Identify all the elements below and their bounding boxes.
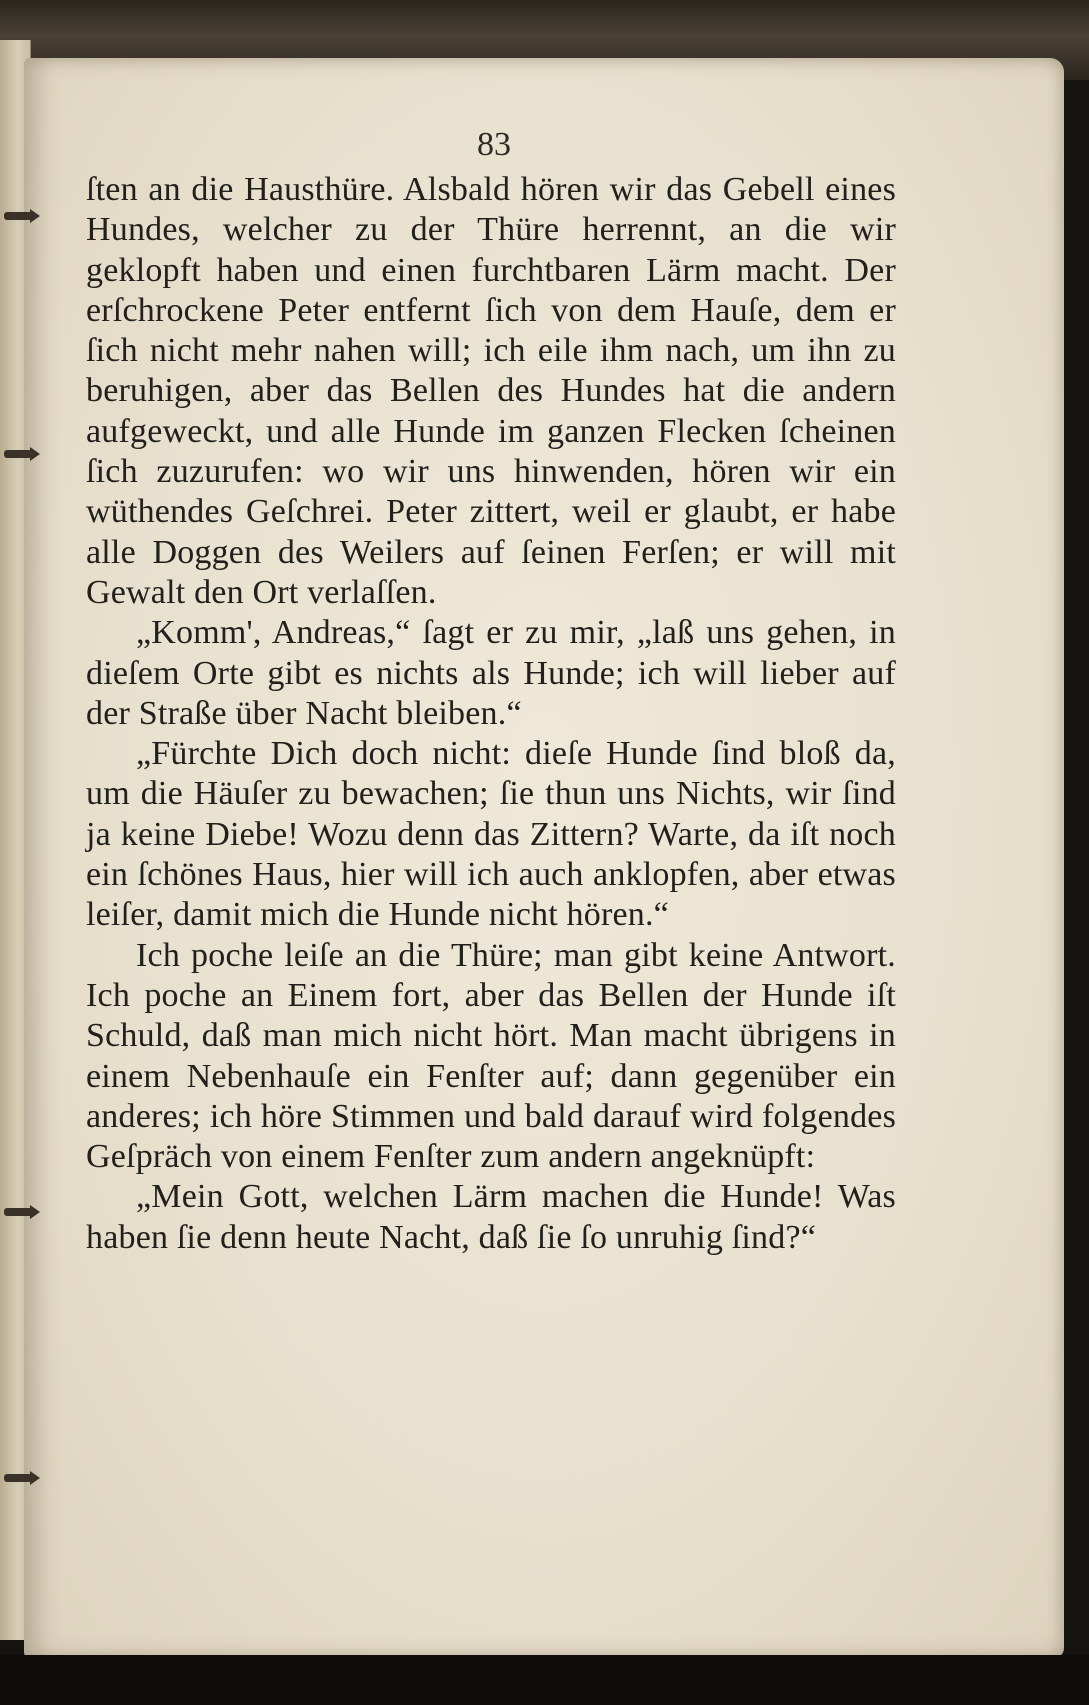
paragraph-4: Ich poche leiſe an die Thüre; man gibt keine Antwort. Ich poche an Einem fort, aber das Bellen der Hunde iſt Schuld, daß man mich nicht hört. Man macht übrigens in einem Nebenhauſe ein Fenſter auf; dann gegenüber ein anderes; ich höre Stimmen und bald darauf wird folgendes Geſpräch von einem Fenſter zum andern angeknüpft:: [86, 936, 896, 1176]
page-text: [86, 170, 896, 1258]
paragraph-5: „Mein Gott, welchen Lärm machen die Hunde! Was haben ſie denn heute Nacht, daß ſie ſo unruhig ſind?“: [86, 1178, 896, 1256]
binding-thread-mark: [4, 1208, 32, 1216]
page-number: 83: [477, 126, 511, 163]
binding-thread-mark: [4, 450, 32, 458]
binding-thread-mark: [4, 212, 32, 220]
paragraph-2: „Komm', Andreas,“ ſagt er zu mir, „laß uns gehen, in dieſem Orte gibt es nichts als Hunde; ich will lieber auf der Straße über Nacht bleiben.“: [86, 614, 896, 732]
book-page: [24, 58, 1064, 1658]
paragraph-3: „Fürchte Dich doch nicht: dieſe Hunde ſind bloß da, um die Häuſer zu bewachen; ſie thun uns Nichts, wir ſind ja keine Diebe! Wozu denn das Zittern? Warte, da iſt noch ein ſchönes Haus, hier will ich auch anklopfen, aber etwas leiſer, damit mich die Hunde nicht hören.“: [86, 735, 896, 934]
bottom-shadow: [0, 1655, 1089, 1705]
paragraph-1: ſten an die Hausthüre. Alsbald hören wir das Gebell eines Hundes, welcher zu der Thüre herrennt, an die wir geklopft haben und einen furchtbaren Lärm macht. Der erſchrockene Peter entfernt ſich von dem Hauſe, dem er ſich nicht mehr nahen will; ich eile ihm nach, um ihn zu beruhigen, aber das Bellen des Hundes hat die andern aufgeweckt, und alle Hunde im ganzen Flecken ſcheinen ſich zuzurufen: wo wir uns hinwenden, hören wir ein wüthendes Geſchrei. Peter zittert, weil er glaubt, er habe alle Doggen des Weilers auf ſeinen Ferſen; er will mit Gewalt den Ort verlaſſen.: [86, 171, 896, 611]
binding-thread-mark: [4, 1474, 32, 1482]
